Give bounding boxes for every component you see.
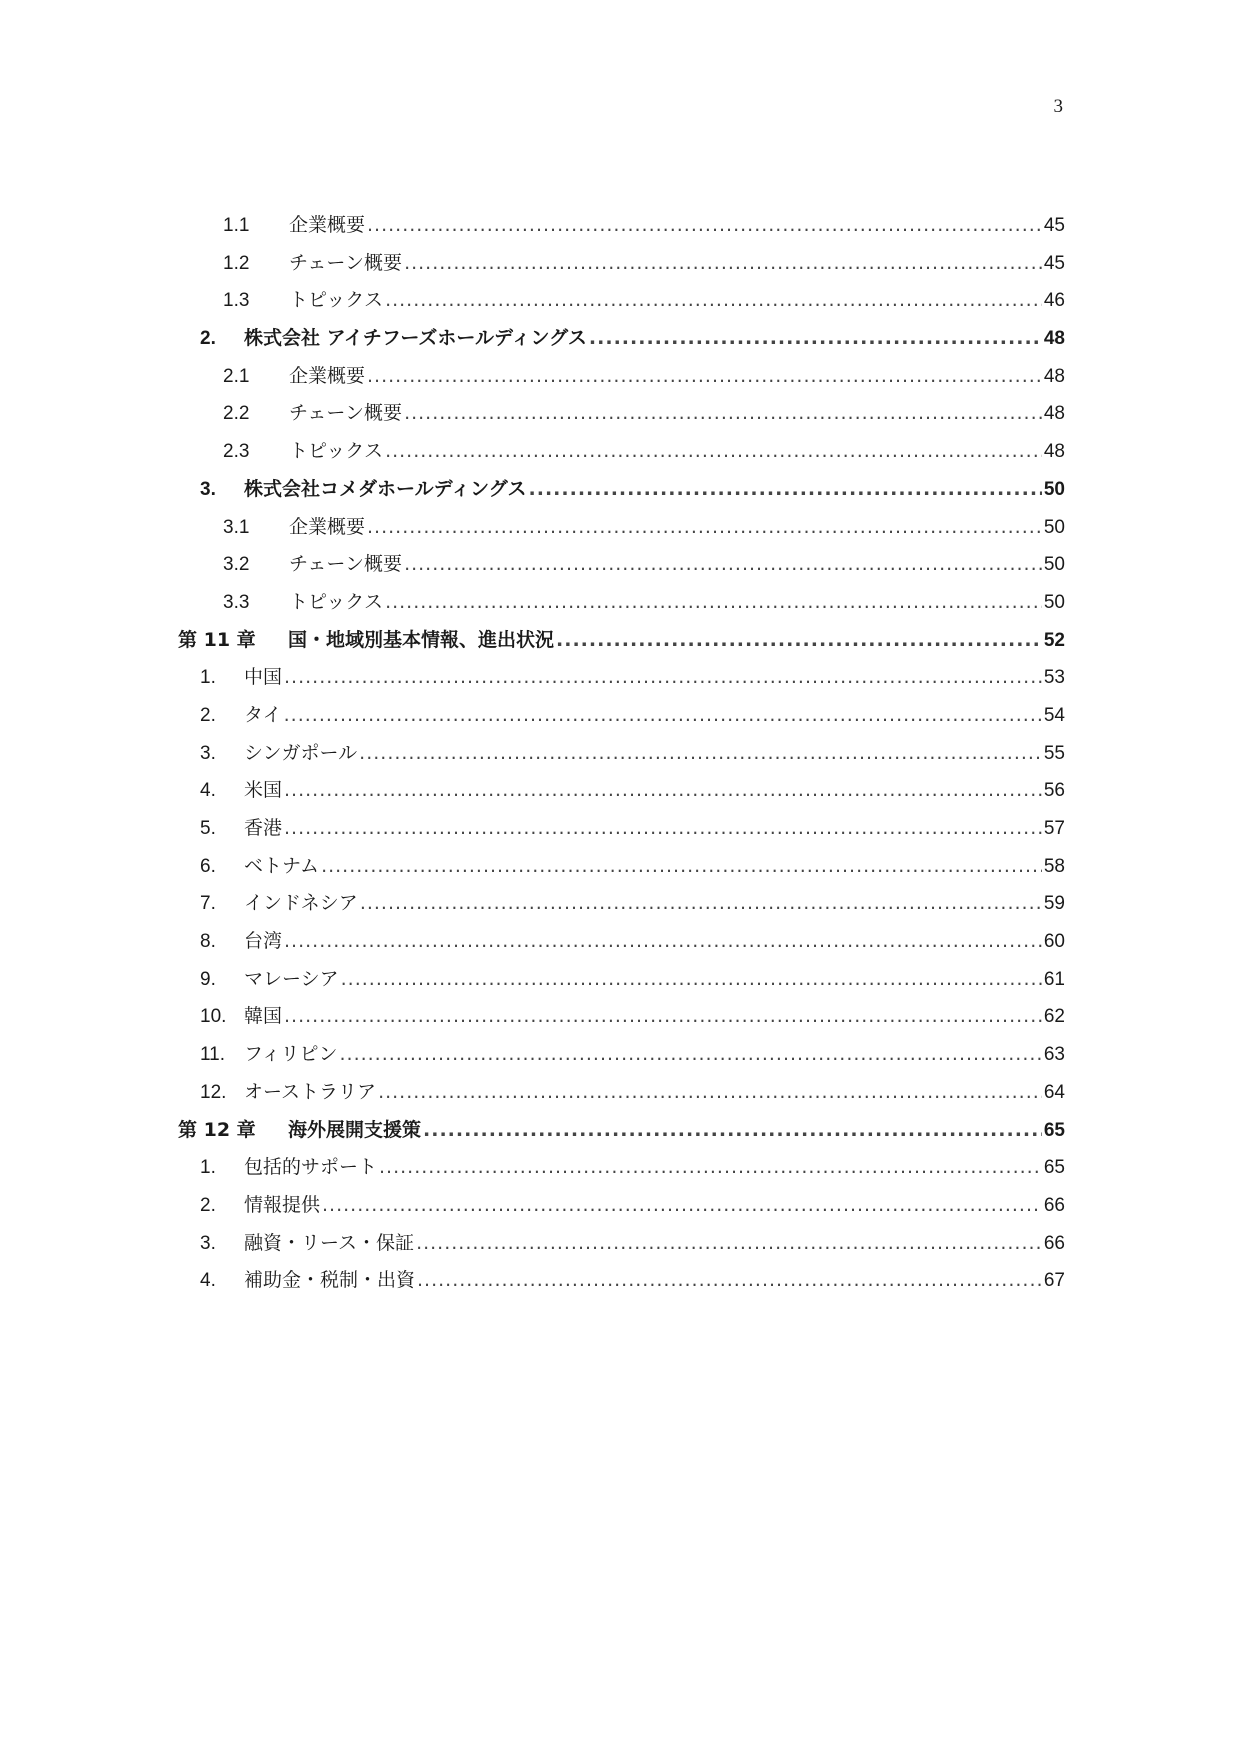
toc-entry-number: 1. — [200, 1157, 216, 1179]
toc-entry[interactable] — [178, 395, 1065, 433]
toc-entry-title: 香港 — [244, 817, 283, 839]
dot-leader — [284, 923, 1042, 961]
toc-entry-number: 1.3 — [223, 290, 250, 312]
toc-entry-title: 中国 — [244, 666, 283, 689]
toc-entry-title: 融資・リース・保証 — [244, 1231, 415, 1254]
toc-entry[interactable] — [178, 1262, 1065, 1300]
toc-entry-title: シンガポール — [244, 741, 358, 764]
toc-entry-number: 11. — [200, 1044, 226, 1066]
dot-leader — [529, 471, 1042, 509]
dot-leader — [359, 735, 1042, 773]
dot-leader — [423, 1112, 1042, 1150]
dot-leader — [284, 998, 1042, 1036]
toc-entry[interactable] — [178, 471, 1065, 509]
toc-entry-page: 57 — [1043, 818, 1065, 839]
toc-entry[interactable] — [178, 848, 1065, 886]
dot-leader — [367, 509, 1042, 547]
toc-entry[interactable] — [178, 282, 1065, 320]
toc-entry-page: 48 — [1043, 441, 1065, 463]
toc-entry[interactable] — [178, 1036, 1065, 1074]
toc-entry-number: 2.1 — [223, 365, 250, 387]
toc-entry-number: 8. — [200, 931, 216, 953]
toc-entry-page: 50 — [1043, 554, 1065, 576]
toc-entry-page: 60 — [1043, 931, 1065, 953]
toc-entry-number: 5. — [200, 818, 216, 839]
toc-entry[interactable] — [178, 961, 1065, 999]
toc-entry-number: 3. — [200, 478, 216, 500]
toc-entry[interactable] — [178, 509, 1065, 547]
toc-entry-title: オーストラリア — [244, 1080, 377, 1103]
dot-leader — [339, 1036, 1041, 1074]
toc-entry-number: 1.2 — [223, 252, 250, 274]
toc-entry-page: 66 — [1043, 1232, 1065, 1254]
toc-entry-number: 6. — [200, 855, 216, 877]
toc-entry-page: 65 — [1043, 1119, 1065, 1141]
toc-entry[interactable] — [178, 659, 1065, 697]
dot-leader — [556, 622, 1042, 660]
toc-entry-number: 3.2 — [223, 554, 250, 576]
toc-entry-page: 62 — [1043, 1006, 1065, 1028]
toc-entry-number: 7. — [200, 893, 216, 915]
dot-leader — [385, 433, 1042, 471]
toc-entry-title: 包括的サポート — [244, 1156, 378, 1179]
toc-entry-title: チェーン概要 — [289, 402, 403, 425]
toc-entry-number: 第 11 章 — [178, 628, 256, 651]
toc-entry-title: チェーン概要 — [289, 251, 403, 274]
toc-entry-title: インドネシア — [244, 892, 358, 915]
dot-leader — [367, 358, 1042, 396]
toc-entry-title: フィリピン — [244, 1043, 338, 1066]
toc-entry-page: 45 — [1043, 215, 1065, 236]
toc-entry-page: 48 — [1043, 365, 1065, 387]
toc-entry-page: 56 — [1043, 780, 1065, 802]
toc-entry-title: ベトナム — [244, 854, 320, 877]
toc-entry-number: 3.1 — [223, 516, 250, 538]
dot-leader — [341, 961, 1042, 999]
toc-entry[interactable] — [178, 772, 1065, 810]
table-of-contents — [178, 207, 1065, 1300]
toc-entry[interactable] — [178, 320, 1065, 358]
toc-entry-number: 第 12 章 — [178, 1118, 256, 1141]
toc-entry[interactable] — [178, 358, 1065, 396]
toc-entry[interactable] — [178, 584, 1065, 622]
dot-leader — [321, 848, 1042, 886]
toc-entry[interactable] — [178, 697, 1065, 735]
toc-entry-number: 9. — [200, 968, 216, 990]
toc-entry-page: 50 — [1043, 516, 1065, 538]
toc-entry-number: 2. — [200, 704, 216, 726]
dot-leader — [284, 810, 1042, 848]
toc-entry-page: 45 — [1043, 252, 1065, 274]
toc-entry-page: 59 — [1043, 893, 1065, 915]
toc-entry-number: 4. — [200, 1270, 216, 1292]
toc-entry-title: 企業概要 — [289, 214, 366, 236]
toc-entry-number: 2.3 — [223, 441, 250, 463]
toc-entry-title: トピックス — [289, 289, 384, 312]
toc-entry[interactable] — [178, 885, 1065, 923]
toc-entry-number: 1.1 — [223, 215, 250, 236]
toc-entry-title: 補助金・税制・出資 — [244, 1269, 416, 1292]
toc-entry-number: 3.3 — [223, 591, 250, 613]
toc-entry[interactable] — [178, 998, 1065, 1036]
toc-entry-page: 54 — [1043, 704, 1065, 726]
dot-leader — [404, 245, 1042, 283]
toc-entry-title: チェーン概要 — [289, 553, 403, 576]
toc-entry-number: 4. — [200, 780, 216, 802]
toc-entry-number: 3. — [200, 1232, 216, 1254]
toc-entry[interactable] — [178, 546, 1065, 584]
dot-leader — [416, 1225, 1042, 1263]
toc-entry-title: 企業概要 — [289, 515, 366, 538]
toc-entry-page: 58 — [1043, 855, 1065, 877]
dot-leader — [322, 1187, 1042, 1225]
dot-leader — [284, 659, 1042, 697]
toc-entry-page: 65 — [1043, 1157, 1065, 1179]
toc-entry-title: トピックス — [289, 590, 384, 613]
toc-entry-title: 株式会社 アイチフーズホールディングス — [244, 327, 587, 350]
toc-entry-title: 企業概要 — [289, 364, 366, 387]
toc-entry-title: 株式会社コメダホールディングス — [244, 477, 527, 500]
toc-entry[interactable] — [178, 1225, 1065, 1263]
toc-entry[interactable] — [178, 735, 1065, 773]
toc-entry[interactable] — [178, 433, 1065, 471]
toc-chapter-entry[interactable] — [178, 622, 1065, 660]
toc-entry-number: 2. — [200, 328, 216, 350]
toc-entry-number: 12. — [200, 1081, 227, 1103]
toc-entry-title: 情報提供 — [244, 1193, 321, 1216]
dot-leader — [284, 772, 1042, 810]
dot-leader — [360, 885, 1042, 923]
toc-entry[interactable] — [178, 245, 1065, 283]
toc-entry-page: 63 — [1043, 1044, 1065, 1066]
dot-leader — [417, 1262, 1042, 1300]
toc-entry-title: マレーシア — [244, 967, 339, 990]
toc-entry[interactable] — [178, 207, 1065, 245]
toc-entry-page: 50 — [1043, 478, 1065, 500]
toc-entry-page: 53 — [1043, 667, 1065, 689]
toc-entry-page: 64 — [1043, 1081, 1065, 1103]
page-number: 3 — [1053, 96, 1063, 117]
toc-entry-page: 48 — [1043, 403, 1065, 425]
toc-entry[interactable] — [178, 1187, 1065, 1225]
toc-entry-title: トピックス — [289, 440, 384, 463]
toc-entry-number: 10. — [200, 1006, 227, 1028]
toc-entry-page: 67 — [1043, 1270, 1065, 1292]
toc-entry-page: 66 — [1043, 1194, 1065, 1216]
toc-entry-page: 55 — [1043, 742, 1065, 764]
toc-entry-number: 3. — [200, 742, 216, 764]
dot-leader — [367, 207, 1042, 245]
toc-entry-page: 46 — [1043, 290, 1065, 312]
dot-leader — [589, 320, 1042, 358]
toc-entry-page: 48 — [1043, 328, 1065, 350]
dot-leader — [385, 282, 1042, 320]
toc-entry-number: 2.2 — [223, 403, 250, 425]
toc-entry-page: 50 — [1043, 591, 1065, 613]
toc-entry-number: 1. — [200, 667, 216, 689]
dot-leader — [385, 584, 1042, 622]
toc-entry-page: 52 — [1043, 629, 1065, 651]
toc-entry[interactable] — [178, 1074, 1065, 1112]
dot-leader — [284, 697, 1042, 735]
toc-entry-title: 海外展開支援策 — [288, 1118, 422, 1141]
toc-entry[interactable] — [178, 923, 1065, 961]
toc-entry[interactable] — [178, 1149, 1065, 1187]
toc-entry-title: 韓国 — [244, 1005, 283, 1028]
dot-leader — [378, 1074, 1042, 1112]
toc-chapter-entry[interactable] — [178, 1112, 1065, 1150]
toc-entry-number: 2. — [200, 1194, 216, 1216]
dot-leader — [404, 546, 1042, 584]
toc-entry-title: 国・地域別基本情報、進出状況 — [288, 628, 555, 651]
dot-leader — [404, 395, 1042, 433]
toc-entry[interactable] — [178, 810, 1065, 848]
toc-entry-title: タイ — [244, 703, 282, 726]
toc-entry-title: 台湾 — [244, 930, 283, 953]
toc-entry-page: 61 — [1043, 968, 1065, 990]
dot-leader — [379, 1149, 1042, 1187]
toc-entry-title: 米国 — [244, 779, 283, 802]
